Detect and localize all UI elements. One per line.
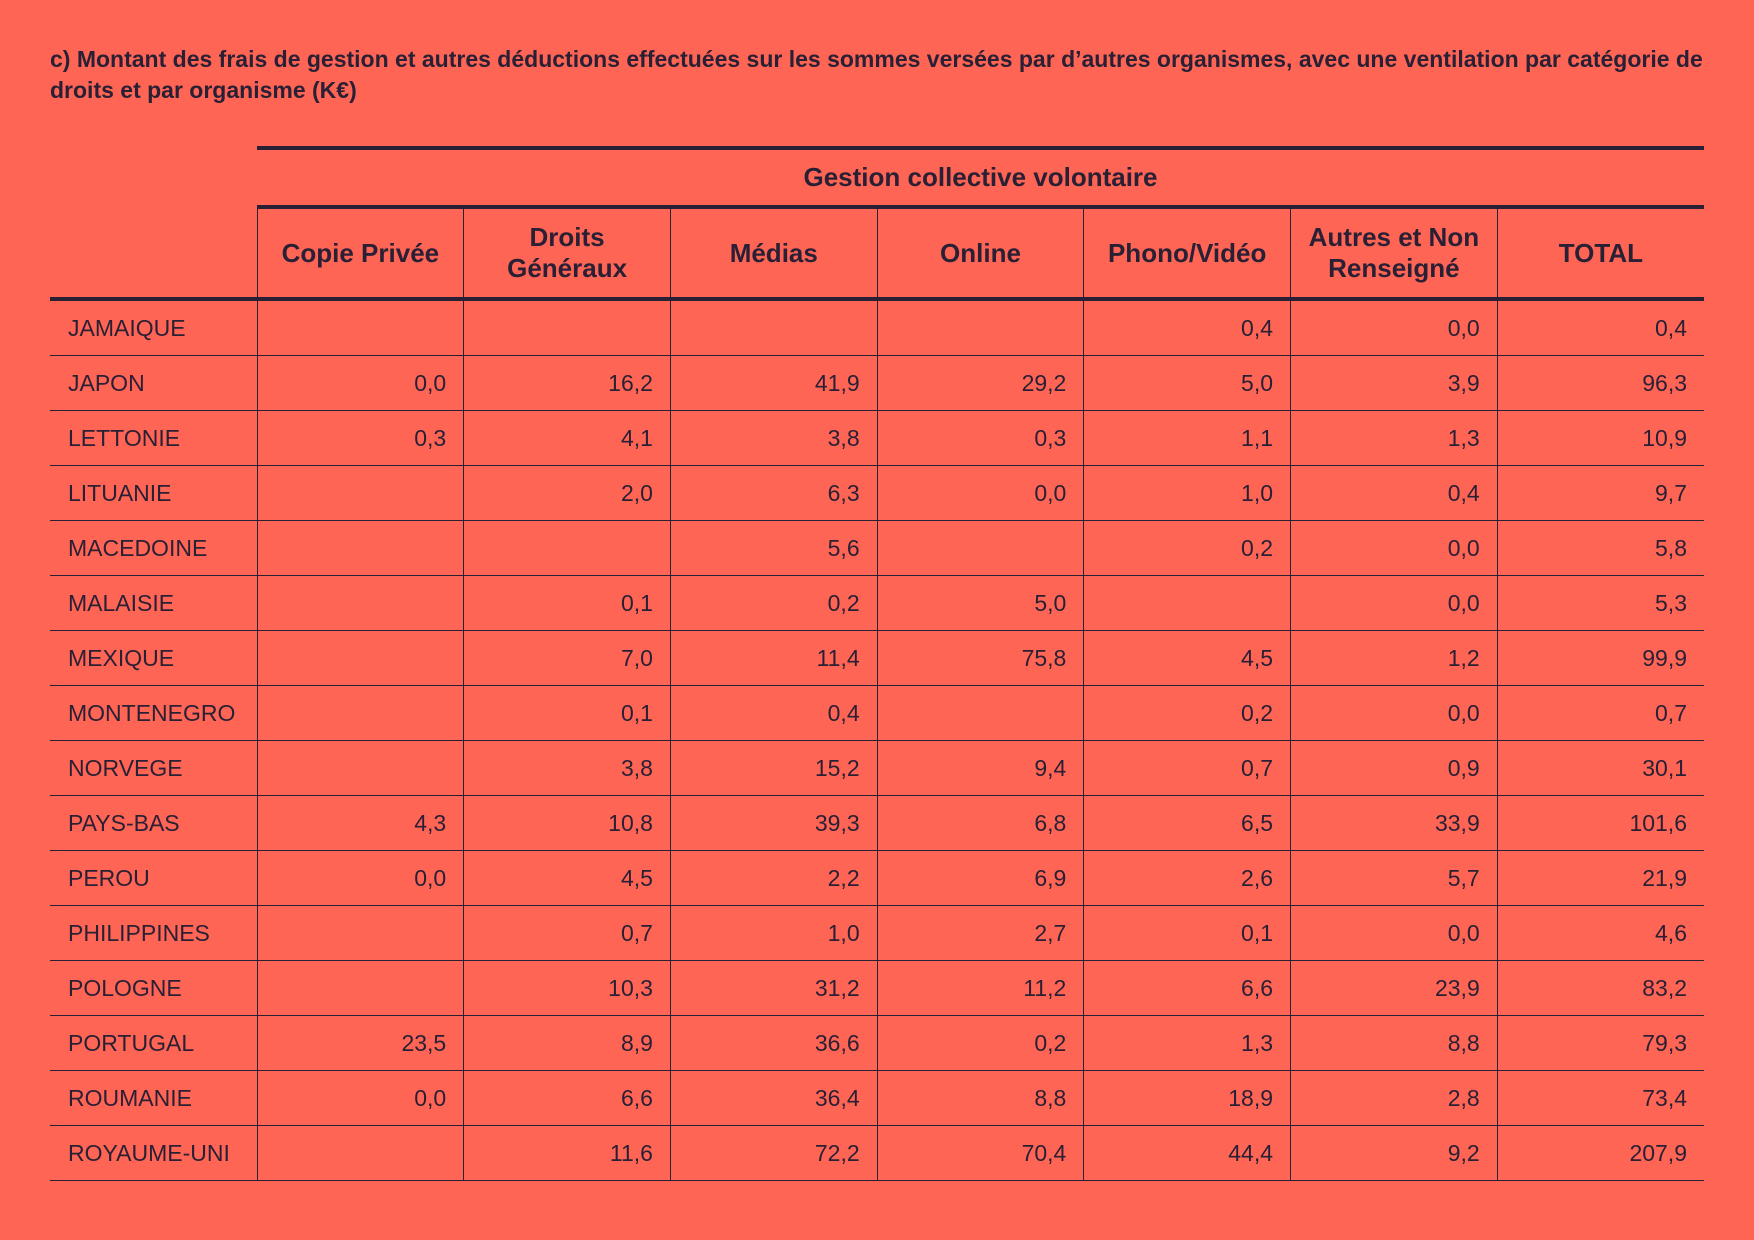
value-cell [464, 299, 671, 356]
value-cell: 0,7 [464, 906, 671, 961]
country-cell: POLOGNE [50, 961, 257, 1016]
value-cell: 3,8 [670, 411, 877, 466]
table-row [50, 521, 1704, 576]
value-cell: 23,9 [1291, 961, 1498, 1016]
value-cell: 7,0 [464, 631, 671, 686]
value-cell: 2,2 [670, 851, 877, 906]
value-cell: 11,2 [877, 961, 1084, 1016]
value-cell: 0,3 [877, 411, 1084, 466]
value-cell: 1,0 [670, 906, 877, 961]
value-cell: 36,4 [670, 1071, 877, 1126]
value-cell: 5,8 [1497, 521, 1704, 576]
country-cell: PHILIPPINES [50, 906, 257, 961]
value-cell: 0,0 [257, 1071, 464, 1126]
column-header-droits-generaux: Droits Généraux [464, 207, 671, 299]
value-cell: 29,2 [877, 356, 1084, 411]
country-cell: JAMAIQUE [50, 299, 257, 356]
value-cell: 6,8 [877, 796, 1084, 851]
table-row [50, 1126, 1704, 1181]
country-cell: ROUMANIE [50, 1071, 257, 1126]
value-cell: 5,0 [1084, 356, 1291, 411]
value-cell: 70,4 [877, 1126, 1084, 1181]
value-cell: 0,0 [1291, 521, 1498, 576]
value-cell: 10,3 [464, 961, 671, 1016]
value-cell [257, 521, 464, 576]
value-cell: 0,1 [464, 686, 671, 741]
value-cell: 0,0 [1291, 686, 1498, 741]
table-row [50, 906, 1704, 961]
country-cell: NORVEGE [50, 741, 257, 796]
value-cell [257, 686, 464, 741]
value-cell: 0,2 [670, 576, 877, 631]
value-cell: 2,6 [1084, 851, 1291, 906]
value-cell: 0,3 [257, 411, 464, 466]
value-cell: 3,8 [464, 741, 671, 796]
value-cell: 83,2 [1497, 961, 1704, 1016]
value-cell: 0,7 [1497, 686, 1704, 741]
value-cell [877, 521, 1084, 576]
value-cell: 75,8 [877, 631, 1084, 686]
value-cell [257, 576, 464, 631]
table-row [50, 299, 1704, 356]
value-cell: 11,4 [670, 631, 877, 686]
value-cell [257, 466, 464, 521]
value-cell: 44,4 [1084, 1126, 1291, 1181]
value-cell: 0,0 [257, 356, 464, 411]
country-cell: MALAISIE [50, 576, 257, 631]
column-header-phono-video: Phono/Vidéo [1084, 207, 1291, 299]
value-cell: 1,3 [1084, 1016, 1291, 1071]
group-header: Gestion collective volontaire [257, 148, 1704, 207]
value-cell: 0,4 [670, 686, 877, 741]
country-cell: LITUANIE [50, 466, 257, 521]
country-cell: ROYAUME-UNI [50, 1126, 257, 1181]
country-cell: PORTUGAL [50, 1016, 257, 1071]
value-cell: 4,5 [464, 851, 671, 906]
table-row [50, 576, 1704, 631]
value-cell: 10,8 [464, 796, 671, 851]
value-cell: 79,3 [1497, 1016, 1704, 1071]
value-cell: 0,1 [464, 576, 671, 631]
value-cell: 5,7 [1291, 851, 1498, 906]
value-cell: 0,0 [1291, 576, 1498, 631]
value-cell: 101,6 [1497, 796, 1704, 851]
value-cell: 2,7 [877, 906, 1084, 961]
value-cell: 4,3 [257, 796, 464, 851]
value-cell: 207,9 [1497, 1126, 1704, 1181]
value-cell [670, 299, 877, 356]
table-row [50, 961, 1704, 1016]
value-cell [257, 631, 464, 686]
value-cell: 1,1 [1084, 411, 1291, 466]
value-cell: 4,5 [1084, 631, 1291, 686]
value-cell: 6,6 [1084, 961, 1291, 1016]
value-cell: 4,6 [1497, 906, 1704, 961]
table-row [50, 686, 1704, 741]
table-row [50, 1016, 1704, 1071]
value-cell: 0,2 [1084, 521, 1291, 576]
value-cell: 6,3 [670, 466, 877, 521]
table-row [50, 796, 1704, 851]
value-cell: 2,8 [1291, 1071, 1498, 1126]
column-header-online: Online [877, 207, 1084, 299]
value-cell: 9,7 [1497, 466, 1704, 521]
column-header-autres: Autres et Non Renseigné [1291, 207, 1498, 299]
table-caption: c) Montant des frais de gestion et autres déductions effectuées sur les sommes versées par d’autres organismes, avec une ventilation par catégorie de droits et par organisme (K€) [50, 46, 1703, 103]
table-row [50, 851, 1704, 906]
value-cell: 1,0 [1084, 466, 1291, 521]
column-header-medias: Médias [670, 207, 877, 299]
value-cell: 96,3 [1497, 356, 1704, 411]
value-cell: 16,2 [464, 356, 671, 411]
value-cell: 6,5 [1084, 796, 1291, 851]
header-corner-sub [50, 207, 257, 299]
table-row [50, 356, 1704, 411]
column-header-row [50, 207, 1704, 299]
value-cell: 0,4 [1497, 299, 1704, 356]
group-header-row [50, 148, 1704, 207]
value-cell: 0,2 [877, 1016, 1084, 1071]
value-cell: 0,7 [1084, 741, 1291, 796]
country-cell: PAYS-BAS [50, 796, 257, 851]
value-cell: 9,4 [877, 741, 1084, 796]
value-cell: 99,9 [1497, 631, 1704, 686]
value-cell: 0,0 [1291, 299, 1498, 356]
value-cell: 30,1 [1497, 741, 1704, 796]
value-cell: 36,6 [670, 1016, 877, 1071]
table-body [50, 299, 1704, 1181]
value-cell [1084, 576, 1291, 631]
country-cell: MACEDOINE [50, 521, 257, 576]
country-cell: PEROU [50, 851, 257, 906]
value-cell: 21,9 [1497, 851, 1704, 906]
value-cell: 4,1 [464, 411, 671, 466]
value-cell: 3,9 [1291, 356, 1498, 411]
value-cell: 8,9 [464, 1016, 671, 1071]
value-cell [257, 906, 464, 961]
value-cell: 2,0 [464, 466, 671, 521]
value-cell: 0,9 [1291, 741, 1498, 796]
header-corner [50, 148, 257, 207]
column-header-total: TOTAL [1497, 207, 1704, 299]
fees-table [50, 146, 1704, 1181]
value-cell [257, 299, 464, 356]
table-row [50, 411, 1704, 466]
table-row [50, 741, 1704, 796]
value-cell: 0,0 [257, 851, 464, 906]
value-cell: 0,0 [877, 466, 1084, 521]
value-cell [877, 686, 1084, 741]
country-cell: JAPON [50, 356, 257, 411]
value-cell: 0,4 [1291, 466, 1498, 521]
table-row [50, 631, 1704, 686]
value-cell [464, 521, 671, 576]
value-cell [257, 1126, 464, 1181]
value-cell [257, 741, 464, 796]
value-cell: 31,2 [670, 961, 877, 1016]
value-cell [877, 299, 1084, 356]
value-cell: 18,9 [1084, 1071, 1291, 1126]
value-cell: 8,8 [1291, 1016, 1498, 1071]
country-cell: LETTONIE [50, 411, 257, 466]
value-cell: 1,2 [1291, 631, 1498, 686]
value-cell: 0,1 [1084, 906, 1291, 961]
value-cell: 1,3 [1291, 411, 1498, 466]
value-cell: 73,4 [1497, 1071, 1704, 1126]
value-cell: 15,2 [670, 741, 877, 796]
value-cell: 39,3 [670, 796, 877, 851]
value-cell: 23,5 [257, 1016, 464, 1071]
value-cell: 41,9 [670, 356, 877, 411]
value-cell: 0,0 [1291, 906, 1498, 961]
value-cell: 0,4 [1084, 299, 1291, 356]
value-cell: 5,0 [877, 576, 1084, 631]
value-cell: 0,2 [1084, 686, 1291, 741]
value-cell: 9,2 [1291, 1126, 1498, 1181]
value-cell: 11,6 [464, 1126, 671, 1181]
table-row [50, 1071, 1704, 1126]
value-cell: 10,9 [1497, 411, 1704, 466]
column-header-copie-privee: Copie Privée [257, 207, 464, 299]
value-cell: 6,9 [877, 851, 1084, 906]
value-cell: 8,8 [877, 1071, 1084, 1126]
country-cell: MONTENEGRO [50, 686, 257, 741]
value-cell: 72,2 [670, 1126, 877, 1181]
table-row [50, 466, 1704, 521]
value-cell: 5,3 [1497, 576, 1704, 631]
value-cell [257, 961, 464, 1016]
value-cell: 6,6 [464, 1071, 671, 1126]
value-cell: 33,9 [1291, 796, 1498, 851]
value-cell: 5,6 [670, 521, 877, 576]
country-cell: MEXIQUE [50, 631, 257, 686]
